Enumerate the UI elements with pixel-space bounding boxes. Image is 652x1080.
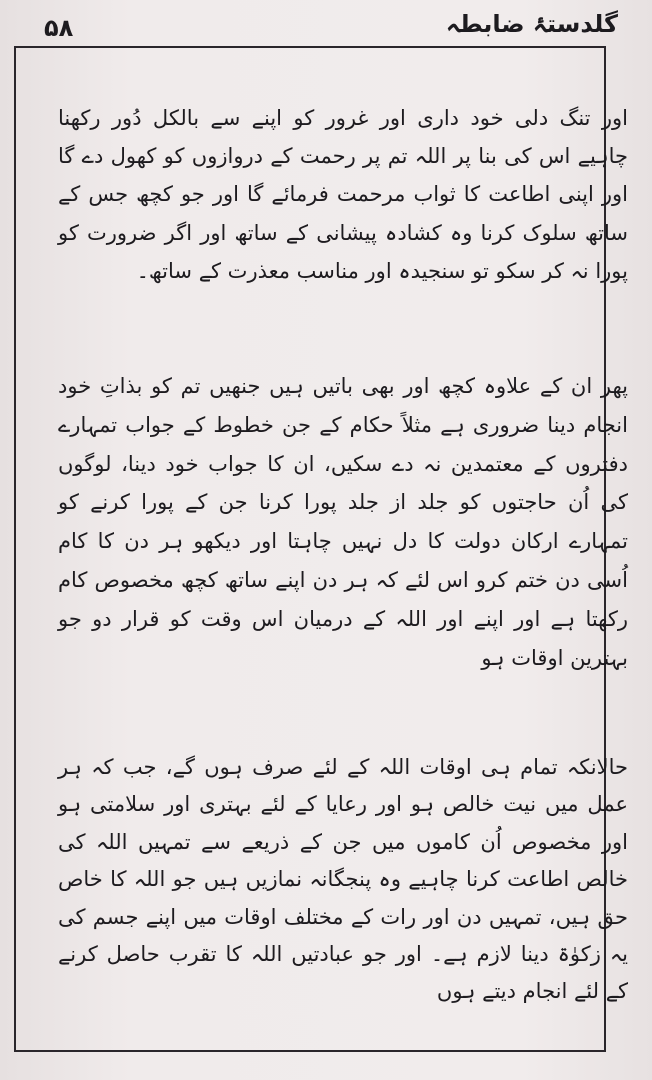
paragraph-1: اور تنگ دلی خود داری اور غرور کو اپنے سے بالکل دُور رکھنا چاہیے اس کی بنا پر اللہ تم پر رحمت کے دروازوں کو کھول دے گا اور اپنی اطاعت کا ثواب مرحمت فرمائے گا اور جو کچھ جس کے ساتھ سلوک کرنا وہ کشادہ پیشانی کے ساتھ اور اگر ضرورت کو پورا نہ کر سکو تو سنجیدہ اور مناسب معذرت کے ساتھ۔ bbox=[58, 106, 628, 283]
paragraph-2: پھر ان کے علاوہ کچھ اور بھی باتیں ہیں جنھیں تم کو بذاتِ خود انجام دینا ضروری ہے مثلاً حکام کے جن خطوط کے جواب تمہارے دفتروں کے معتمدین نہ دے سکیں، ان کا جواب خود دینا، لوگوں کی اُن حاجتوں کو جلد از جلد پورا کرنا جن کے پورا کرنے کو تمہارے ارکان دولت کا دل نہیں چاہتا اور دیکھو ہر دن کا کام اُسی دن ختم کرو اس لئے کہ ہر دن اپنے ساتھ کچھ مخصوص کام رکھتا ہے اور اپنے اور اللہ کے درمیان اس وقت کو قرار دو جو بہترین اوقات ہو bbox=[58, 374, 628, 670]
page-number: ۵۸ bbox=[44, 14, 74, 42]
running-title: گلدستۂ ضابطہ bbox=[445, 10, 618, 38]
paragraph-3: حالانکہ تمام ہی اوقات اللہ کے لئے صرف ہوں گے، جب کہ ہر عمل میں نیت خالص ہو اور رعایا کے لئے بہتری اور سلامتی ہو اور مخصوص اُن کاموں میں جن کے ذریعے سے تمہیں اللہ کی خالص اطاعت کرنا چاہیے وہ پنجگانہ نمازیں ہیں جو اللہ کا خاص حق ہیں، تمہیں دن اور رات کے مختلف اوقات میں اپنے جسم کی یہ زکوٰۃ دینا لازم ہے۔ اور جو عبادتیں اللہ کا تقرب حاصل کرنے کے لئے انجام دیتے ہوں bbox=[58, 755, 628, 1004]
